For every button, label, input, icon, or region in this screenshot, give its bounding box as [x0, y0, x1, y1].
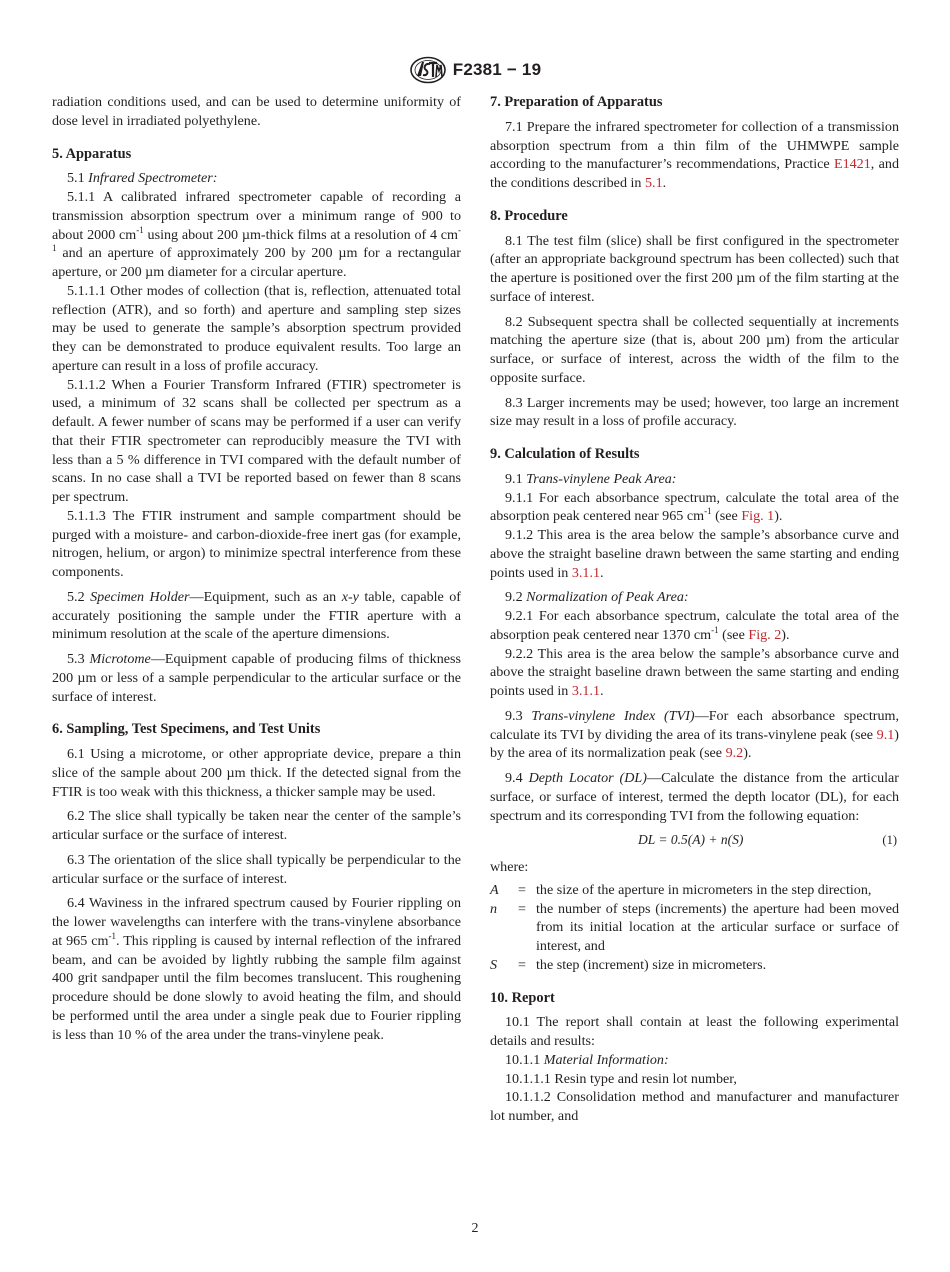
definition-equals: = — [518, 900, 526, 917]
paragraph-10-1-1-1: 10.1.1.1 Resin type and resin lot number, — [505, 1070, 737, 1087]
link-e1421[interactable]: E1421 — [833, 156, 871, 173]
document-designation: F2381 − 19 — [452, 60, 542, 79]
paragraph-5-1-1-1: 5.1.1.1 Other modes of collection (that is, reflection, attenuated total reflection (ATR), and so forth) and aperture and sampling step sizes may be used to generate the sample’s absorption spectrum provided they can be demonstrated to produce equivalent results. Too large an aperture can result in a loss of profile accuracy. — [52, 282, 461, 374]
definition-symbol: S — [490, 956, 498, 973]
paragraph-8-2: 8.2 Subsequent spectra shall be collected sequentially at increments matching the aperture size (that is, about 200 µm) from the articular surface, or surface of interest, across the width of the film to the opposite surface. — [490, 313, 899, 386]
equation-1 — [490, 831, 899, 850]
equation-number: (1) — [882, 833, 897, 848]
section-10-heading: 10. Report — [490, 989, 555, 1006]
paragraph-10-1-1: 10.1.1 Material Information: — [505, 1051, 669, 1068]
left-column — [52, 93, 461, 1044]
page-header — [0, 56, 950, 84]
paragraph-6-1: 6.1 Using a microtome, or other appropriate device, prepare a thin slice of the sample about 200 µm thick. If the detected signal from the FTIR is too weak with this thickness, a thicker sample may be used. — [52, 746, 461, 800]
definition-row — [490, 900, 899, 956]
paragraph-9-2: 9.2 Normalization of Peak Area: — [505, 589, 689, 606]
link-5-1[interactable]: 5.1 — [645, 175, 663, 191]
paragraph-8-1: 8.1 The test film (slice) shall be first configured in the spectrometer (after an appropriate background spectrum has been collected) such that the aperture is positioned over the first 200 µm of the film starting at the surface of interest. — [490, 232, 899, 305]
link-fig-2[interactable]: Fig. 2 — [748, 626, 782, 643]
paragraph-10-1-1-2: 10.1.1.2 Consolidation method and manufacturer and manufacturer lot number, and — [490, 1089, 899, 1124]
link-9-1[interactable]: 9.1 — [876, 726, 895, 743]
definition-row — [490, 881, 899, 900]
paragraph-9-3: 9.3 Trans-vinylene Index (TVI)—For each absorbance spectrum, calculate its TVI by dividing the area of its trans-vinylene peak (see 9.1) by the area of its normalization peak (see 9.2). — [490, 707, 900, 762]
definition-equals: = — [518, 956, 526, 973]
astm-logo-icon — [409, 56, 447, 84]
paragraph-7-1: 7.1 Prepare the infrared spectrometer for collection of a transmission absorption spectrum from a thin film of the UHMWPE sample according to the manufacturer’s recommendations, Practice E1421, and the conditions described in 5.1. — [490, 118, 900, 191]
paragraph-9-1-1: 9.1.1 For each absorbance spectrum, calculate the total area of the absorption peak centered near 965 $cm^{-1}$ (see Fig. 1). — [490, 489, 899, 525]
intro-paragraph: radiation conditions used, and can be used to determine uniformity of dose level in irradiated polyethylene. — [52, 94, 461, 129]
paragraph-9-2-2: 9.2.2 This area is the area below the sample’s absorbance curve and above the straight baseline drawn between the same starting and ending points used in 3.1.1. — [490, 645, 899, 699]
equation-formula: DL = 0.5(A) + n(S) — [638, 832, 744, 848]
paragraph-9-2-1: 9.2.1 For each absorbance spectrum, calculate the total area of the absorption peak centered near 1370 $cm^{-1}$ (see Fig. 2). — [490, 608, 899, 643]
paragraph-5-3: 5.3 Microtome—Equipment capable of producing films of thickness 200 µm or less of a sample perpendicular to the articular surface or the surface of interest. — [52, 651, 461, 705]
paragraph-8-3: 8.3 Larger increments may be used; however, too large an increment size may result in a loss of profile accuracy. — [490, 394, 899, 430]
section-8-heading: 8. Procedure — [490, 207, 568, 224]
definition-text: the size of the aperture in micrometers in the step direction, — [536, 881, 872, 898]
link-3-1-1[interactable]: 3.1.1 — [571, 564, 601, 581]
paragraph-9-1: 9.1 Trans-vinylene Peak Area: — [505, 470, 677, 487]
definition-symbol: A — [490, 881, 499, 898]
section-9-heading: 9. Calculation of Results — [490, 446, 640, 462]
right-column — [490, 93, 899, 1126]
definition-text: the number of steps (increments) the aperture had been moved from its initial location at the articular surface or surface of interest, and — [536, 900, 899, 954]
definition-equals: = — [518, 881, 526, 898]
paragraph-5-2: 5.2 Specimen Holder—Equipment, such as an x-y table, capable of accurately positioning the sample under the FTIR aperture with a minimum resolution at the scale of the aperture dimensions. — [52, 588, 461, 643]
paragraph-6-3: 6.3 The orientation of the slice shall typically be perpendicular to the articular surface or the surface of interest. — [52, 851, 461, 887]
paragraph-6-4: 6.4 Waviness in the infrared spectrum caused by Fourier rippling on the lower wavelengths can interfere with the trans-vinylene absorbance at 965 $cm^{-1}$. This rippling is caused by internal reflection of the infrared beam, and can be avoided by lightly rubbing the sample film against 400 grit sandpaper until the film becomes translucent. This roughening procedure should be done slowly to avoid heating the film, and should be performed until the area under a single peak due to Fourier rippling is less than 10 % of the area under the trans-vinylene peak. — [52, 895, 462, 1043]
page-number: 2 — [471, 1221, 479, 1236]
variable-definitions — [490, 881, 899, 975]
paragraph-10-1: 10.1 The report shall contain at least the following experimental details and results: — [490, 1014, 899, 1049]
link-fig-1[interactable]: Fig. 1 — [741, 508, 775, 525]
paragraph-5-1-1: 5.1.1 A calibrated infrared spectrometer capable of recording a transmission absorption spectrum over a minimum range of 900 to about 2000 $cm^{-1}$ using about 200 µm-thick films at a resolution of 4 $cm^{-1}$ and an aperture of approximately 200 by 200 µm for a rectangular aperture, or 200 µm diameter for a circular aperture. — [52, 189, 461, 280]
paragraph-5-1-1-3: 5.1.1.3 The FTIR instrument and sample compartment should be purged with a moisture- and carbon-dioxide-free inert gas (for example, nitrogen, helium, or argon) to minimize spectral interference from these components. — [52, 507, 461, 580]
definition-row — [490, 956, 899, 975]
paragraph-5-1-1-2: 5.1.1.2 When a Fourier Transform Infrared (FTIR) spectrometer is used, a minimum of 32 scans shall be collected per spectrum as a default. A fewer number of scans may be performed if a user can verify that their FTIR spectrometer can reproducibly measure the TVI with less than a 5 % difference in TVI compared with the default number of scans. In no case shall a TVI be reported based on fewer than 8 scans per spectrum. — [52, 376, 461, 505]
paragraph-6-2: 6.2 The slice shall typically be taken near the center of the sample’s articular surface or the surface of interest. — [52, 808, 461, 843]
paragraph-9-4: 9.4 Depth Locator (DL)—Calculate the distance from the articular surface, or surface of interest, termed the depth locator (DL), for each spectrum and its corresponding TVI from the following equation: — [490, 770, 899, 824]
paragraph-5-1: 5.1 Infrared Spectrometer: — [67, 170, 218, 187]
section-7-heading: 7. Preparation of Apparatus — [490, 94, 663, 110]
link-3-1-1-second[interactable]: 3.1.1 — [571, 683, 601, 699]
section-6-heading: 6. Sampling, Test Specimens, and Test Units — [52, 721, 321, 738]
definition-text: the step (increment) size in micrometers. — [536, 956, 767, 973]
link-9-2[interactable]: 9.2 — [725, 745, 744, 762]
section-5-heading: 5. Apparatus — [52, 145, 132, 162]
definition-symbol: n — [490, 900, 498, 917]
where-label: where: — [490, 859, 529, 875]
paragraph-9-1-2: 9.1.2 This area is the area below the sample’s absorbance curve and above the straight baseline drawn between the same starting and ending points used in 3.1.1. — [490, 527, 899, 581]
